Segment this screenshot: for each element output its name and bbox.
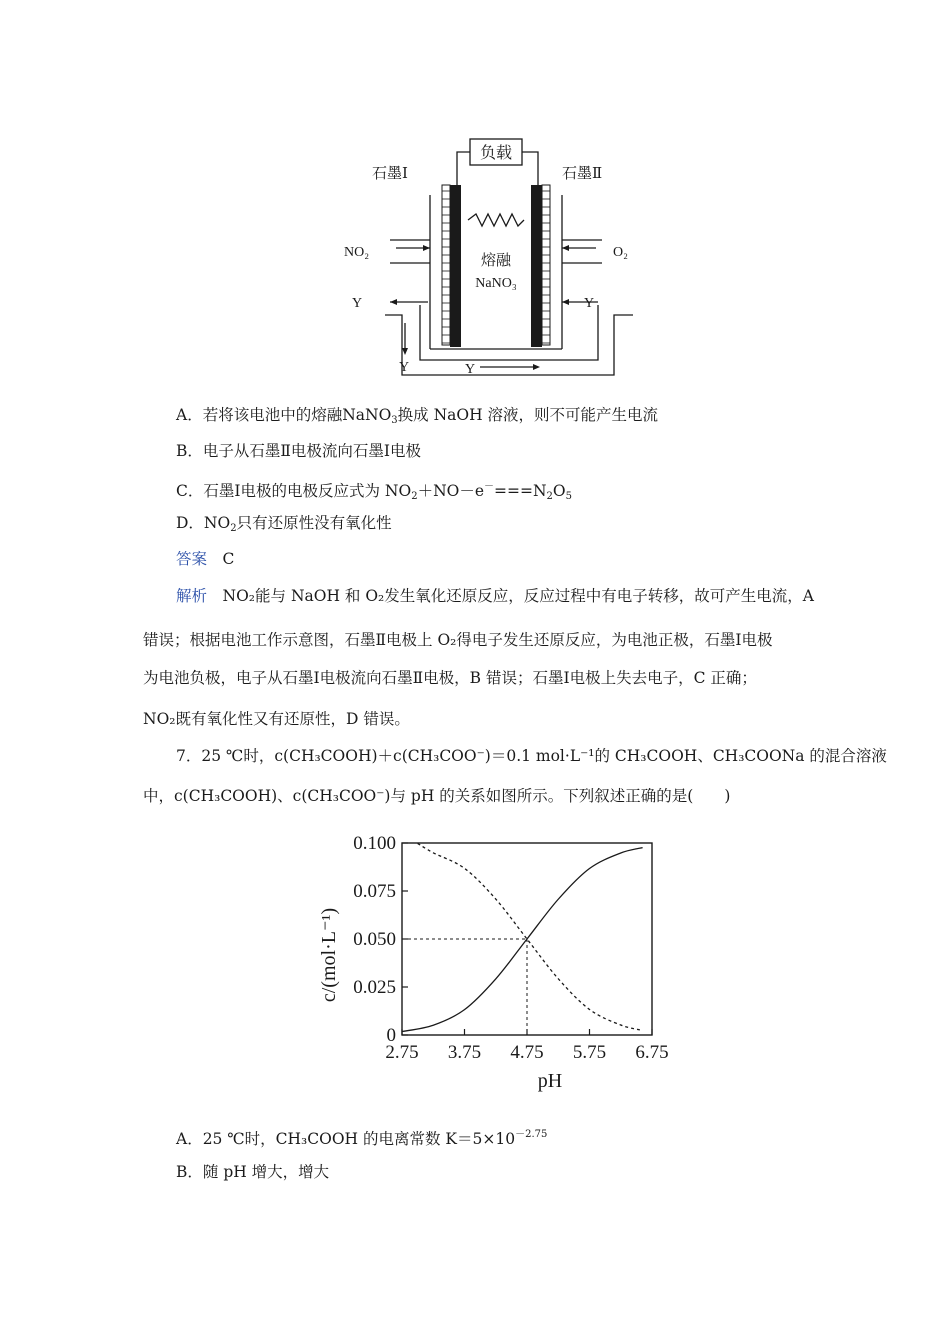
y-label-right: Y xyxy=(584,296,595,311)
q6-option-a: A．若将该电池中的熔融NaNO$_3$换成 NaOH 溶液，则不可能产生电流 xyxy=(176,406,659,426)
q6-option-b: B．电子从石墨Ⅱ电极流向石墨Ⅰ电极 xyxy=(176,442,422,460)
x-tick-label: 6.75 xyxy=(635,1042,669,1063)
x-axis-label: pH xyxy=(537,1070,563,1092)
electrode-1-label: 石墨Ⅰ xyxy=(372,166,408,182)
x-tick-label: 3.75 xyxy=(447,1042,482,1063)
q6-option-d: D．$NO_2$只有还原性没有氧化性 xyxy=(176,514,392,534)
series-dashed-line xyxy=(418,843,643,1030)
q7-stem-line-1: 7．25 ℃时，c(CH₃COOH)＋c(CH₃COO⁻)＝0.1 mol·L⁻¹的 CH₃COOH、CH₃COONa 的混合溶液 xyxy=(176,747,887,765)
analysis-label: 解析 xyxy=(176,587,208,605)
q7-option-a: A．25 ℃时，CH₃COOH 的电离常数 $K=5\times 10^{-2.75}$ xyxy=(176,1129,548,1148)
series-solid-line xyxy=(402,848,643,1032)
x-tick-label: 2.75 xyxy=(385,1042,419,1063)
y-tick-label: 0.075 xyxy=(353,881,396,902)
electrode-2-label: 石墨Ⅱ xyxy=(562,166,603,182)
x-tick-label: 5.75 xyxy=(572,1042,607,1063)
y-axis-label: c/(mol·L⁻¹) xyxy=(318,907,340,1003)
analysis-line-2: 错误；根据电池工作示意图，石墨Ⅱ电极上 O₂得电子发生还原反应，为电池正极，石墨Ⅰ电极 xyxy=(143,631,773,649)
analysis-line-4: NO₂既有氧化性又有还原性，D 错误。 xyxy=(143,710,410,728)
gas-right-label: O₂ xyxy=(613,245,628,260)
y-tick-label: 0.025 xyxy=(353,977,396,998)
electrolyte-label-1: 熔融 xyxy=(480,253,512,269)
q6-option-c: C．石墨Ⅰ电极的电极反应式为 $NO_2+NO-e^-===N_2O_5$ xyxy=(176,481,573,502)
x-tick-label: 4.75 xyxy=(510,1042,544,1063)
y-label-bottom: Y xyxy=(399,360,410,375)
answer-line xyxy=(176,549,234,569)
y-label-left: Y xyxy=(352,296,363,311)
analysis-line-3: 为电池负极，电子从石墨Ⅰ电极流向石墨Ⅱ电极，B 错误；石墨Ⅰ电极上失去电子，C 正确； xyxy=(143,669,757,687)
answer-label: 答案 xyxy=(176,550,208,568)
electrolyte-label-2: NaNO₃ xyxy=(475,276,517,291)
y-tick-label: 0.100 xyxy=(353,833,396,854)
concentration-ph-chart xyxy=(305,825,685,1100)
q7-option-b: B．随 pH 增大，增大 xyxy=(176,1163,330,1181)
answer-value: C xyxy=(222,550,235,568)
y-tick-label: 0 xyxy=(386,1025,396,1046)
y-label-flow: Y xyxy=(465,362,476,377)
q7-stem-line-2: 中，c(CH₃COOH)、c(CH₃COO⁻)与 pH 的关系如图所示。下列叙述正确的是( ) xyxy=(143,787,731,805)
fuel-cell-diagram xyxy=(330,135,650,385)
analysis-line-1: 解析 NO₂能与 NaOH 和 O₂发生氧化还原反应，反应过程中有电子转移，故可产生电流，A xyxy=(176,587,814,605)
y-tick-label: 0.050 xyxy=(353,929,396,950)
load-label: 负载 xyxy=(479,145,513,162)
gas-left-label: NO₂ xyxy=(344,245,370,260)
